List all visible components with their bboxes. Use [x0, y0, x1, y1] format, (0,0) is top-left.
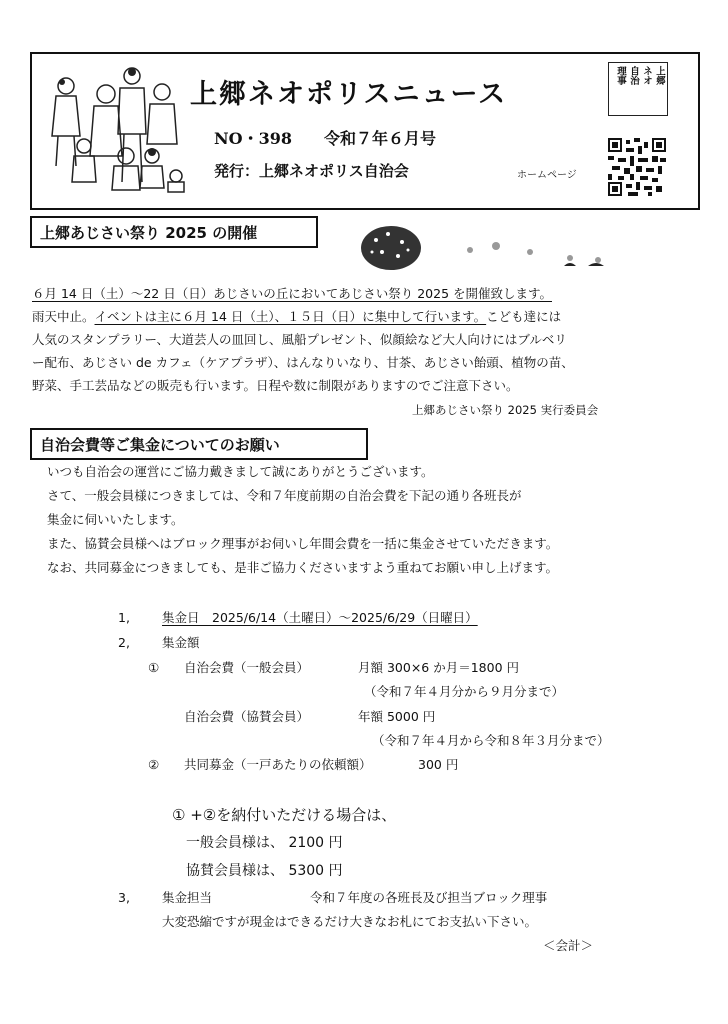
- festival-signature: 上郷あじさい祭り 2025 実行委員会: [412, 403, 599, 417]
- item2-number: 2,: [118, 635, 130, 650]
- stamp-col-1: 上郷: [654, 66, 665, 85]
- festival-heading: 上郷あじさい祭り 2025 の開催: [30, 216, 318, 248]
- fees-intro-2: さて、一般会員様につきましては、令和７年度前期の自治会費を下記の通り各班長が: [47, 488, 522, 503]
- sponsor-fee-period: （令和７年４月から令和８年３月分まで）: [372, 733, 610, 748]
- newsletter-header: [30, 52, 700, 210]
- family-illustration: [44, 64, 194, 199]
- combined-heading: ① +②を納付いただける場合は、: [172, 806, 397, 824]
- combined-sponsor: 協賛会員様は、 5300 円: [186, 863, 343, 879]
- sub1-mark: ①: [148, 660, 160, 675]
- rain-cancel-note: 雨天中止。: [32, 309, 95, 324]
- sponsor-fee-amount: 年額 5000 円: [358, 709, 436, 724]
- fees-intro-5: なお、共同募金につきましても、是非ご協力くださいますよう重ねてお願い申し上げます。: [47, 560, 558, 575]
- publisher: 発行：上郷ネオポリス自治会: [214, 162, 409, 180]
- stamp-col-3: 自治: [628, 66, 639, 85]
- general-fee-amount: 月額 300×6 か月＝1800 円: [358, 660, 520, 675]
- issue-line: [214, 126, 436, 149]
- festival-line-1: ６月 14 日（土）～22 日（日）あじさいの丘においてあじさい祭り 2025 を開催致します。: [32, 286, 552, 301]
- donation-amount: 300 円: [418, 757, 459, 772]
- treasurer-sign: ＜会計＞: [543, 938, 594, 953]
- association-stamp-logo: [608, 62, 668, 116]
- issue-number: NO・398: [214, 129, 292, 148]
- item3-number: 3,: [118, 890, 130, 905]
- newsletter-title: 上郷ネオポリスニュース: [190, 79, 508, 110]
- festival-line-4: ー配布、あじさい de カフェ（ケアプラザ）、はんなりいなり、甘茶、あじさい飴頭、植物の苗、: [32, 355, 574, 370]
- general-fee-period: （令和７年４月分から９月分まで）: [364, 684, 565, 699]
- decorative-flowers: [460, 236, 620, 276]
- item1-number: 1,: [118, 610, 130, 625]
- festival-line-5: 野菜、手工芸品などの販売も行います。日程や数に制限がありますのでご注意下さい。: [32, 378, 519, 393]
- donation-label: 共同募金（一戸あたりの依頼額）: [184, 757, 372, 772]
- fees-intro-3: 集金に伺いいたします。: [47, 512, 184, 527]
- festival-line-3: 人気のスタンプラリー、大道芸人の皿回し、風船プレゼント、似顔絵など大人向けにはブルベリ: [32, 332, 567, 347]
- festival-line-2: [32, 311, 561, 324]
- collector-label: 集金担当: [162, 890, 213, 905]
- issue-date: 令和７年６月号: [323, 129, 436, 148]
- event-dates-note: イベントは主に６月 14 日（土）、１５日（日）に集中して行います。: [94, 309, 487, 324]
- general-fee-label: 自治会費（一般会員）: [184, 660, 310, 675]
- fees-intro-4: また、協賛会員様へはブロック理事がお伺いし年間会費を一括に集金させていただきます。: [47, 536, 559, 551]
- homepage-qr-code[interactable]: [608, 138, 666, 196]
- payment-closing-note: 大変恐縮ですが現金はできるだけ大きなお札にてお支払い下さい。: [162, 914, 538, 929]
- fees-heading: 自治会費等ご集金についてのお願い: [30, 428, 368, 460]
- collector-value: 令和７年度の各班長及び担当ブロック理事: [310, 890, 548, 905]
- stamp-col-2: ネオ: [641, 66, 652, 85]
- amount-heading: 集金額: [162, 635, 200, 650]
- sub2-mark: ②: [148, 757, 160, 772]
- stamp-col-4: 理事: [615, 66, 626, 85]
- fees-intro-1: いつも自治会の運営にご協力戴きまして誠にありがとうございます。: [47, 464, 434, 479]
- hydrangea-illustration: [358, 222, 424, 274]
- kids-note: こども達には: [486, 309, 562, 324]
- homepage-label: ホームページ: [517, 170, 577, 181]
- sponsor-fee-label: 自治会費（協賛会員）: [184, 709, 310, 724]
- collection-date: 集金日 2025/6/14（土曜日）～2025/6/29（日曜日）: [162, 610, 478, 625]
- combined-general: 一般会員様は、 2100 円: [186, 835, 343, 851]
